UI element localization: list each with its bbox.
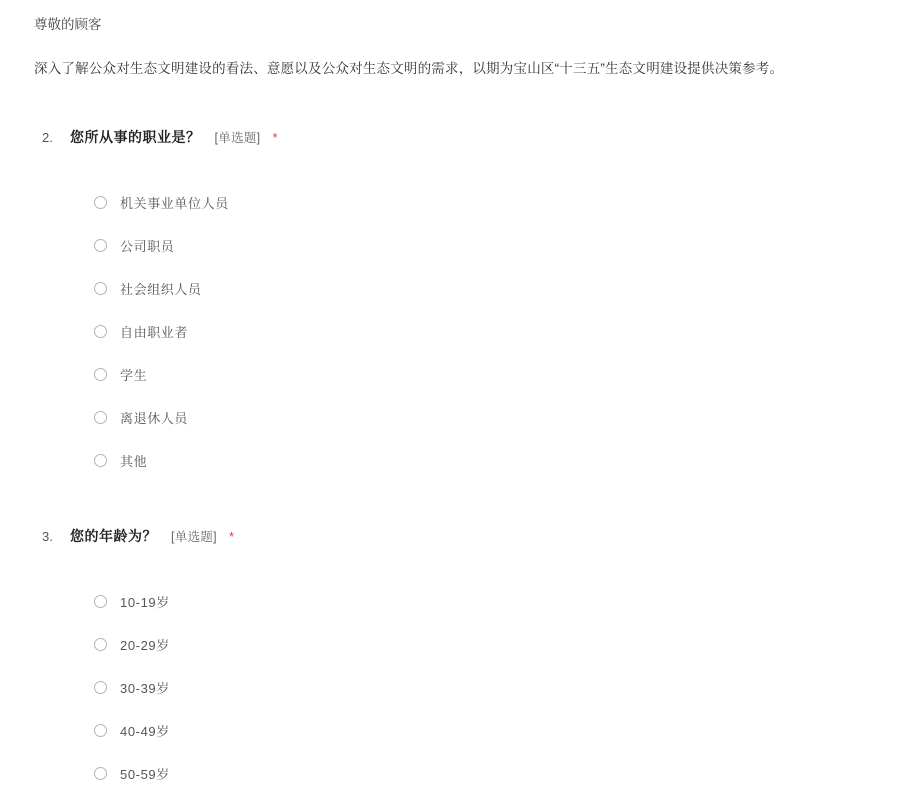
option-row[interactable] [94,623,868,666]
option-row[interactable] [94,709,868,752]
radio-icon[interactable] [94,681,107,694]
question-type-2: [单选题] [214,130,261,145]
question-title-3: 您的年龄为？ [70,527,157,544]
radio-icon[interactable] [94,196,107,209]
option-row[interactable] [94,181,868,224]
option-label: 学生 [120,367,148,383]
option-row[interactable] [94,666,868,709]
option-row[interactable] [94,580,868,623]
option-label: 10-19岁 [120,594,170,610]
question-number-2: 2. [42,129,53,145]
question-header-3 [42,526,868,546]
radio-icon[interactable] [94,368,107,381]
option-row[interactable] [94,752,868,795]
radio-icon[interactable] [94,282,107,295]
question-spacer [32,492,868,526]
radio-icon[interactable] [94,767,107,780]
option-label: 社会组织人员 [120,281,202,297]
radio-icon[interactable] [94,638,107,651]
option-label: 离退休人员 [120,410,189,426]
options-list-2 [32,181,868,482]
option-label: 自由职业者 [120,324,189,340]
option-label: 40-49岁 [120,723,170,739]
option-label: 机关事业单位人员 [120,195,229,211]
question-type-3: [单选题] [171,529,217,544]
option-row[interactable] [94,267,868,310]
option-label: 其他 [120,453,148,469]
option-row[interactable] [94,396,868,439]
radio-icon[interactable] [94,411,107,424]
option-label: 30-39岁 [120,680,170,696]
option-row[interactable] [94,224,868,267]
radio-icon[interactable] [94,454,107,467]
required-marker-2: * [272,129,278,145]
option-row[interactable] [94,353,868,396]
option-row[interactable] [94,310,868,353]
greeting-text: 尊敬的顾客 [34,17,102,32]
options-list-3 [32,580,868,795]
radio-icon[interactable] [94,595,107,608]
option-label: 公司职员 [120,238,175,254]
option-label: 20-29岁 [120,637,170,653]
question-block-2 [32,127,868,482]
question-block-3 [32,526,868,795]
question-header-2 [42,127,868,147]
radio-icon[interactable] [94,325,107,338]
radio-icon[interactable] [94,239,107,252]
option-label: 50-59岁 [120,766,170,782]
required-marker-3: * [228,528,235,544]
question-number-3: 3. [42,528,53,544]
option-row[interactable] [94,439,868,482]
question-title-2: 您所从事的职业是？ [70,128,201,145]
radio-icon[interactable] [94,724,107,737]
survey-intro-text: 深入了解公众对生态文明建设的看法、意愿以及公众对生态文明的需求，以期为宝山区“十三五”生态文明建设提供决策参考。 [34,60,784,76]
